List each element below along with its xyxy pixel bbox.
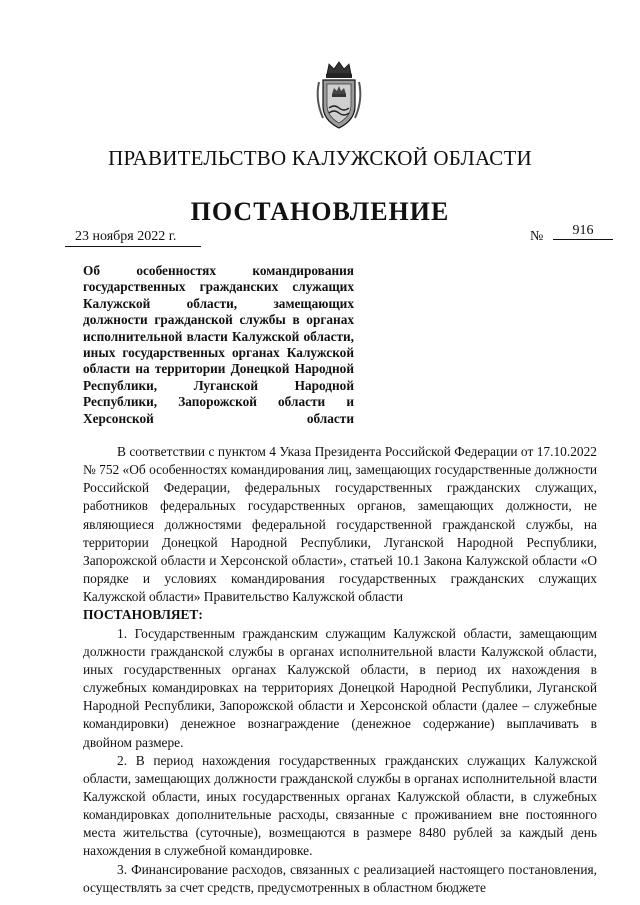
document-body (83, 443, 597, 897)
document-date: 23 ноября 2022 г. (65, 229, 201, 247)
document-subject (83, 263, 354, 427)
document-number-label: № (530, 229, 544, 244)
body-paragraph: 2. В период нахождения государственных гражданских служащих Калужской области, замещающих должности гражданской службы в органах исполнительной власти Калужской области, иных государственных органах Калужской области, в служебных командировках дополнительные расходы, связанные с проживанием вне постоянного места жительства (суточные), возмещаются в размере 8480 рублей за каждый день нахождения в служебной командировке. (83, 752, 597, 859)
resolves-keyword: ПОСТАНОВЛЯЕТ: (83, 607, 203, 623)
document-number: 916 (553, 223, 613, 240)
body-paragraph: 1. Государственным гражданским служащим Калужской области, замещающим должности гражданской службы в органах исполнительной власти Калужской области, иных государственных органах Калужской области, в период их нахождения в служебных командировках на территориях Донецкой Народной Республики, Луганской Народной Республики, Запорожской области и Херсонской области (далее – служебные командировки) денежное вознаграждение (денежное содержание) выплачивать в двойном размере. (83, 625, 597, 750)
document-type-title: ПОСТАНОВЛЕНИЕ (190, 197, 450, 226)
kaluga-oblast-coat-of-arms-icon (309, 60, 369, 132)
preamble-text: В соответствии с пунктом 4 Указа Президента Российской Федерации от 17.10.2022 № 752 «Об особенностях командирования лиц, замещающих государственные должности Российской Федерации, федеральных государственных гражданских служащих, работников федеральных государственных органов, замещающих должности, не являющиеся должностями федеральной государственной гражданской службы, на территории Донецкой Народной Республики, Луганской Народной Республики, Запорожской области и Херсонской области», статьей 10.1 Закона Калужской области «О порядке и условиях командирования государственных гражданских служащих Калужской области» Правительство Калужской области (83, 444, 597, 605)
organization-title: ПРАВИТЕЛЬСТВО КАЛУЖСКОЙ ОБЛАСТИ (108, 146, 532, 170)
document-subject-text: Об особенностях командирования государственных гражданских служащих Калужской области, замещающих должности гражданской службы в органах исполнительной власти Калужской области, иных государственных органах Калужской области на территории Донецкой Народной Республики, Луганской Народной Республики, Запорожской области и Херсонской области (83, 263, 354, 426)
body-paragraph: 3. Финансирование расходов, связанных с реализацией настоящего постановления, осуществлять за счет средств, предусмотренных в областном бюджете (83, 861, 597, 895)
preamble-paragraph (83, 443, 597, 606)
